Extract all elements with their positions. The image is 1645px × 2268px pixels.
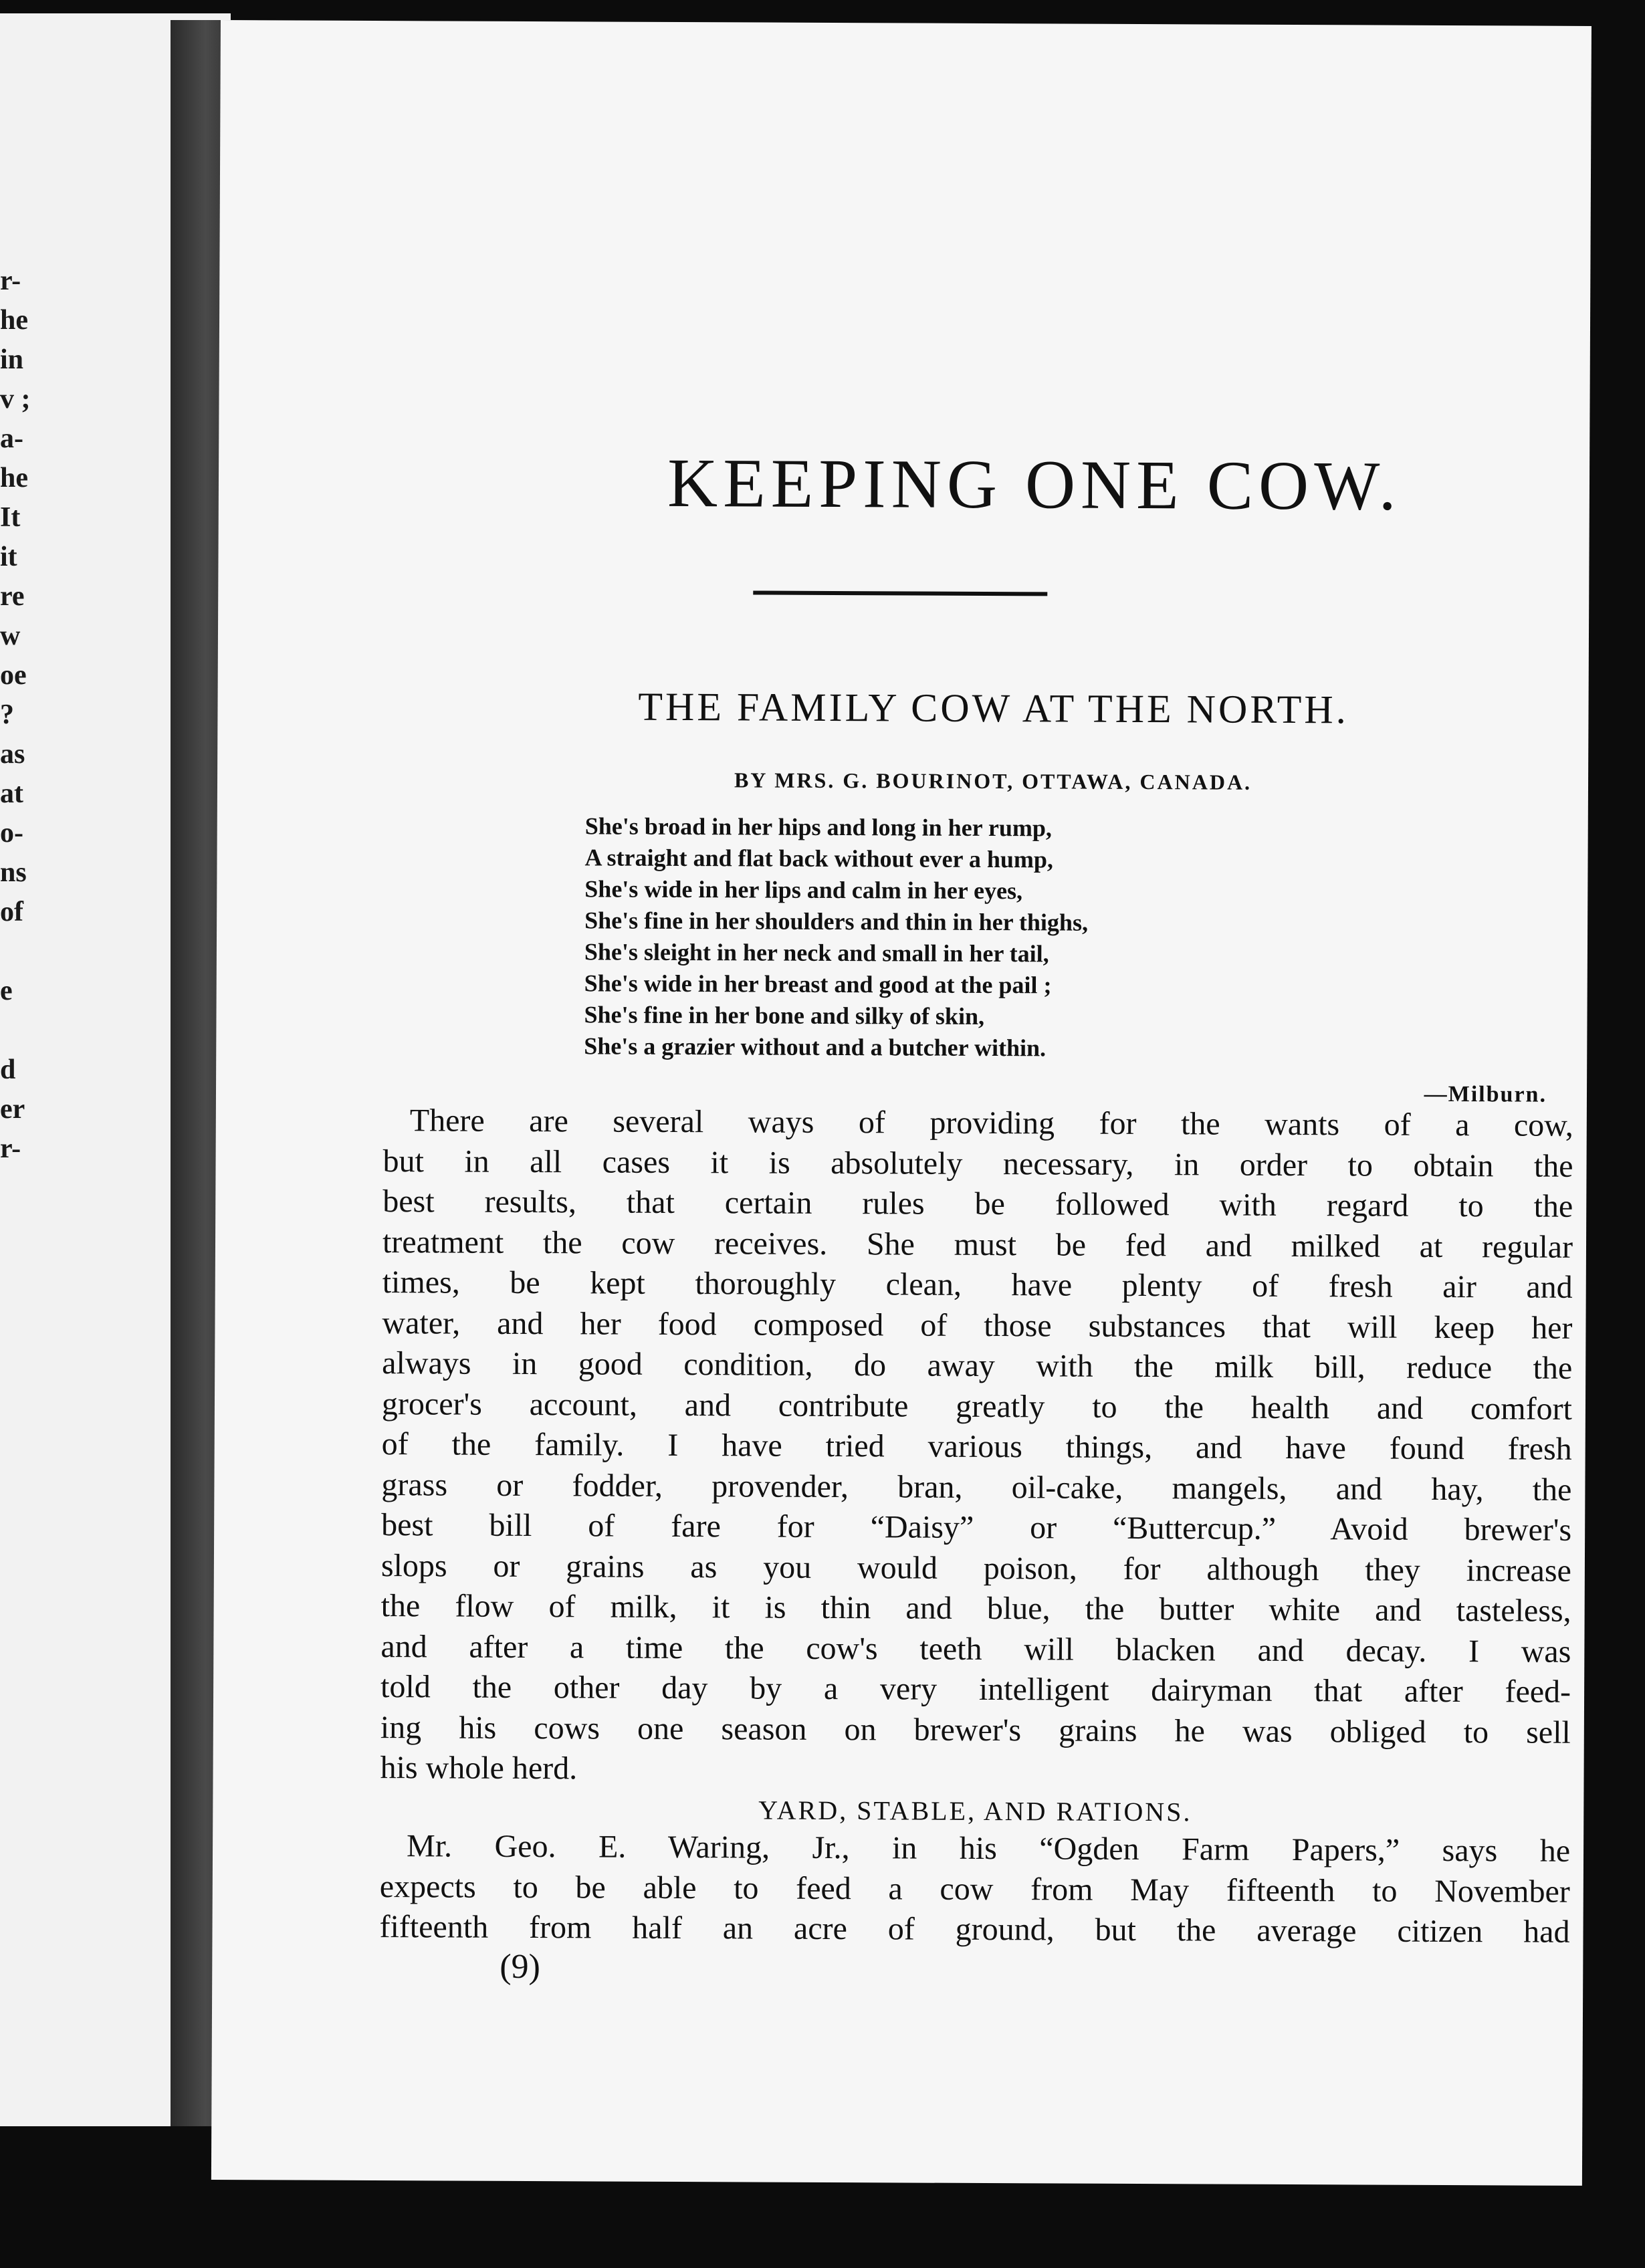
facing-page-fragment: w [0, 620, 21, 651]
text-line: slops or grains as you would poison, for although they increase [380, 1547, 1572, 1589]
facing-page-fragment: he [0, 463, 28, 493]
text-line: fifteenth from half an acre of ground, but the average citizen had [379, 1909, 1570, 1950]
facing-page-fragment: r- [0, 265, 21, 296]
body-paragraph-2 [379, 1826, 1570, 1952]
poem-line: A straight and flat back without ever a hump, [584, 844, 1054, 873]
poem-line: She's a grazier without and a butcher within. [584, 1032, 1047, 1062]
facing-page-fragment: a- [0, 423, 23, 454]
text-line: Mr. Geo. E. Waring, Jr., in his “Ogden Farm Papers,” says he [406, 1828, 1571, 1869]
facing-page-fragment: it [0, 542, 17, 572]
text-line: times, be kept thoroughly clean, have plenty of fresh air and [382, 1264, 1573, 1305]
text-line: ing his cows one season on brewer's grains he was obliged to sell [380, 1709, 1571, 1750]
text-line: best results, that certain rules be followed with regard to the [382, 1183, 1573, 1224]
text-line: expects to be able to feed a cow from May fifteenth to November [379, 1868, 1570, 1910]
text-line: his whole herd. [380, 1750, 578, 1787]
book-page [211, 20, 1592, 2186]
text-line: always in good condition, do away with the milk bill, reduce the [382, 1345, 1573, 1386]
poem-line: She's fine in her bone and silky of skin, [584, 1001, 985, 1030]
title-rule [753, 590, 1047, 596]
facing-page-fragment: r- [0, 1133, 21, 1164]
text-line: water, and her food composed of those substances that will keep her [382, 1305, 1573, 1346]
facing-page-fragment: of [0, 897, 23, 927]
facing-page-fragment: o- [0, 818, 23, 848]
poem-attribution: —Milburn. [1424, 1081, 1547, 1107]
poem-line: She's wide in her breast and good at the pail ; [584, 970, 1052, 999]
page-number: (9) [500, 1947, 541, 1987]
poem-line: She's sleight in her neck and small in her tail, [584, 938, 1049, 968]
page-title: KEEPING ONE COW. [667, 444, 1402, 525]
section-heading: YARD, STABLE, AND RATIONS. [758, 1795, 1192, 1827]
epigraph-poem [584, 810, 1254, 1064]
body-paragraph-1 [380, 1101, 1573, 1793]
facing-page-fragment: It [0, 502, 21, 533]
poem-line: She's wide in her lips and calm in her eyes, [584, 875, 1023, 905]
facing-page-fragment: at [0, 778, 23, 809]
facing-page-fragment: as [0, 739, 25, 770]
facing-page-fragment: he [0, 305, 28, 336]
facing-page-fragment: v ; [0, 384, 31, 415]
chapter-subtitle: THE FAMILY COW AT THE NORTH. [638, 684, 1349, 732]
text-line: grocer's account, and contribute greatly to the health and comfort [381, 1385, 1573, 1427]
text-line: and after a time the cow's teeth will blacken and decay. I was [380, 1628, 1571, 1670]
facing-page-fragment: oe [0, 660, 27, 691]
facing-page-fragment: d [0, 1054, 16, 1085]
text-line: told the other day by a very intelligent dairyman that after feed- [380, 1669, 1571, 1710]
facing-page-fragment: e [0, 976, 13, 1006]
poem-line: She's broad in her hips and long in her rump, [584, 812, 1053, 842]
poem-line: She's fine in her shoulders and thin in her thighs, [584, 907, 1089, 936]
text-line: best bill of fare for “Daisy” or “Buttercup.” Avoid brewer's [381, 1507, 1572, 1548]
byline: BY MRS. G. BOURINOT, OTTAWA, CANADA. [734, 768, 1252, 794]
facing-page-fragment: ns [0, 857, 27, 888]
text-line: of the family. I have tried various things, and have found fresh [381, 1426, 1572, 1467]
facing-page-fragment: in [0, 344, 24, 375]
text-line: There are several ways of providing for the wants of a cow, [409, 1103, 1573, 1143]
facing-page-fragment: re [0, 581, 25, 612]
text-line: but in all cases it is absolutely necessary, in order to obtain the [382, 1143, 1573, 1184]
facing-page-fragment: ? [0, 699, 14, 730]
facing-page-fragment: er [0, 1094, 25, 1125]
text-line: treatment the cow receives. She must be fed and milked at regular [382, 1224, 1573, 1265]
text-line: grass or fodder, provender, bran, oil-cake, mangels, and hay, the [381, 1466, 1572, 1508]
text-line: the flow of milk, it is thin and blue, the butter white and tasteless, [380, 1588, 1571, 1629]
